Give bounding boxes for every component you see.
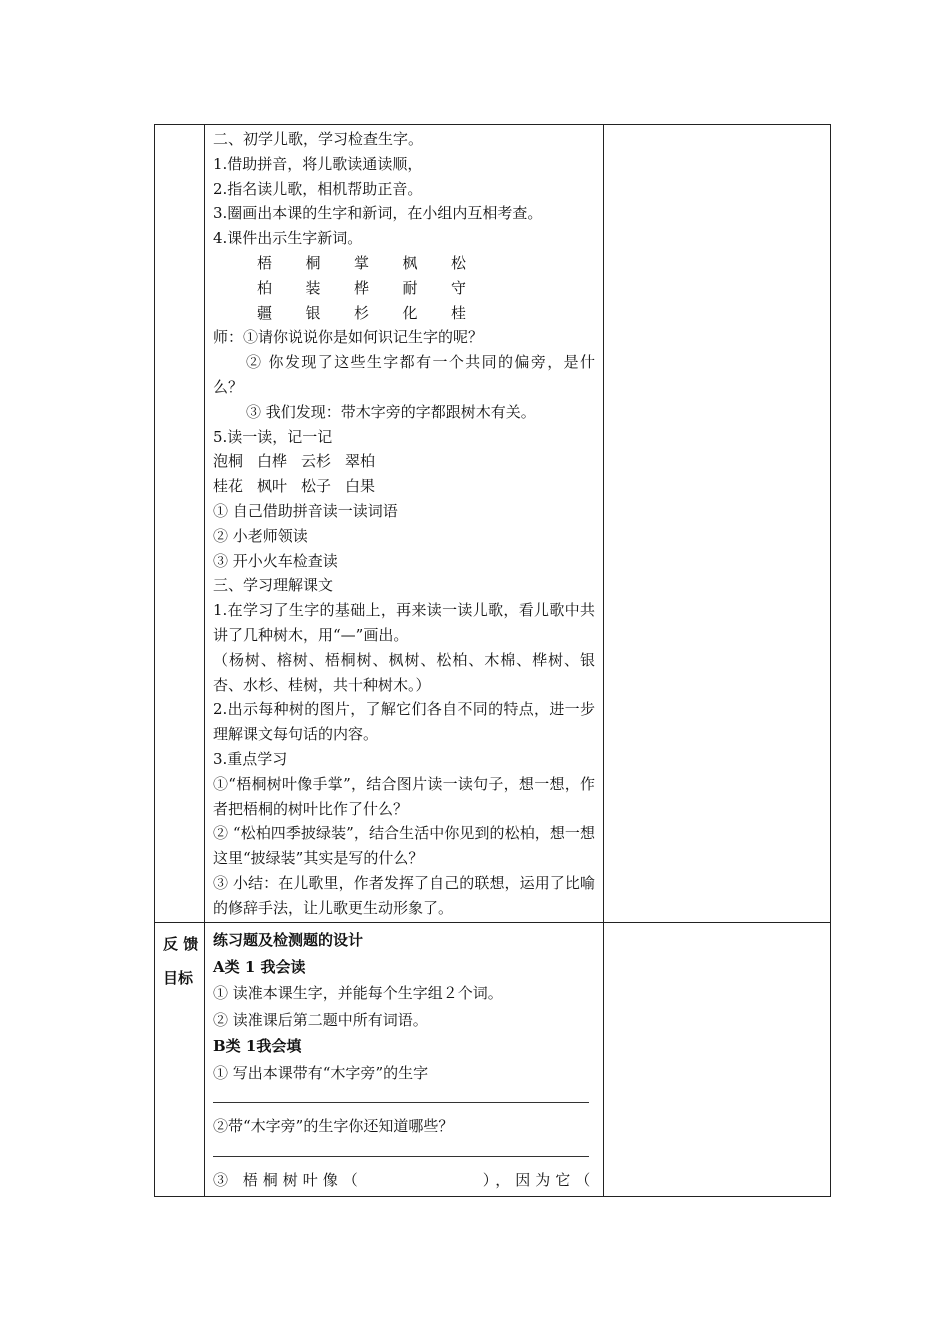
char: 掌 (354, 253, 370, 272)
char: 耐 (402, 278, 418, 297)
process-content-cell (205, 125, 604, 923)
char: 化 (402, 303, 418, 322)
a-item: ② 读准课后第二题中所有词语。 (213, 1010, 428, 1029)
step3-paragraph: ② “松柏四季披绿装”，结合生活中你见到的松柏，想一想这里“披绿装”其实是写的什么？ (213, 824, 595, 868)
feedback-content-cell (205, 923, 604, 1197)
step2-item: 3.圈画出本课的生字和新词，在小组内互相考查。 (213, 204, 543, 223)
word: 枫叶 (257, 477, 288, 496)
feedback-notes-cell (604, 923, 831, 1197)
a-heading: A类 1 我会读 (213, 957, 306, 976)
row-label-cell (155, 125, 205, 923)
word: 桂花 (213, 477, 244, 496)
char: 柏 (257, 278, 273, 297)
char: 枫 (402, 253, 418, 272)
char: 桐 (305, 253, 321, 272)
step3-paragraph: ①“梧桐树叶像手掌”，结合图片读一读句子，想一想，作者把梧桐的树叶比作了什么？ (213, 774, 595, 818)
word: 翠柏 (345, 452, 376, 471)
step3-paragraph: ③ 小结：在儿歌里，作者发挥了自己的联想，运用了比喻的修辞手法，让儿歌更生动形象了。 (213, 873, 595, 917)
char-row (213, 251, 595, 276)
char: 装 (305, 278, 321, 297)
feedback-label: 反 馈 (163, 935, 199, 953)
read-step: ③ 开小火车检查读 (213, 551, 338, 570)
char-row (213, 276, 595, 301)
char: 梧 (257, 253, 273, 272)
lesson-plan-table (154, 124, 831, 1197)
word: 云杉 (301, 452, 332, 471)
char: 银 (305, 303, 321, 322)
notes-cell (604, 125, 831, 923)
teacher-question: ② 你发现了这些生字都有一个共同的偏旁，是什么？ (213, 353, 595, 396)
char: 杉 (354, 303, 370, 322)
read-heading: 5.读一读，记一记 (213, 427, 333, 446)
b-item: ②带“木字旁”的生字你还知道哪些？ (213, 1117, 454, 1135)
feedback-label-cell (155, 923, 205, 1197)
word: 松子 (301, 477, 332, 496)
step3-paragraph: 1.在学习了生字的基础上，再来读一读儿歌，看儿歌中共讲了几种树木，用“—”画出。 (213, 601, 595, 644)
teacher-question: ③ 我们发现：带木字旁的字都跟树木有关。 (246, 402, 536, 421)
char: 松 (451, 253, 467, 272)
exercise-title: 练习题及检测题的设计 (213, 931, 364, 949)
char: 疆 (257, 303, 273, 322)
word-row (213, 449, 595, 474)
b-heading: B类 1我会填 (213, 1037, 302, 1055)
char: 守 (451, 278, 467, 297)
b-item: ③ 梧桐树叶像（ ），因为它（ (213, 1170, 596, 1189)
read-step: ① 自己借助拼音读一读词语 (213, 501, 398, 520)
b-item: ① 写出本课带有“木字旁”的生字 (213, 1063, 429, 1082)
step2-item: 4.课件出示生字新词。 (213, 229, 363, 248)
answer-line[interactable] (213, 1086, 589, 1103)
word: 白桦 (257, 452, 288, 471)
teacher-question: 师：①请你说说你是如何识记生字的呢？ (213, 328, 484, 347)
word-row (213, 474, 595, 499)
process-row (155, 125, 831, 923)
step2-item: 1.借助拼音，将儿歌读通读顺， (213, 154, 423, 173)
char-row (213, 301, 595, 326)
char: 桂 (451, 303, 467, 322)
step3-paragraph: 3.重点学习 (213, 749, 288, 768)
word: 泡桐 (213, 452, 244, 471)
feedback-row (155, 923, 831, 1197)
step2-item: 2.指名读儿歌，相机帮助正音。 (213, 179, 423, 198)
step3-paragraph: （杨树、榕树、梧桐树、枫树、松柏、木棉、桦树、银杏、水杉、桂树，共十种树木。） (213, 650, 595, 694)
step3-paragraph: 2.出示每种树的图片，了解它们各自不同的特点，进一步理解课文每句话的内容。 (213, 700, 595, 744)
step2-heading: 二、初学儿歌，学习检查生字。 (213, 130, 424, 148)
char: 桦 (354, 278, 370, 297)
answer-line[interactable] (213, 1140, 589, 1157)
word: 白果 (345, 477, 376, 496)
step3-heading: 三、学习理解课文 (213, 576, 334, 595)
feedback-label: 目标 (163, 969, 194, 987)
a-item: ① 读准本课生字，并能每个生字组２个词。 (213, 984, 503, 1002)
read-step: ② 小老师领读 (213, 526, 308, 545)
